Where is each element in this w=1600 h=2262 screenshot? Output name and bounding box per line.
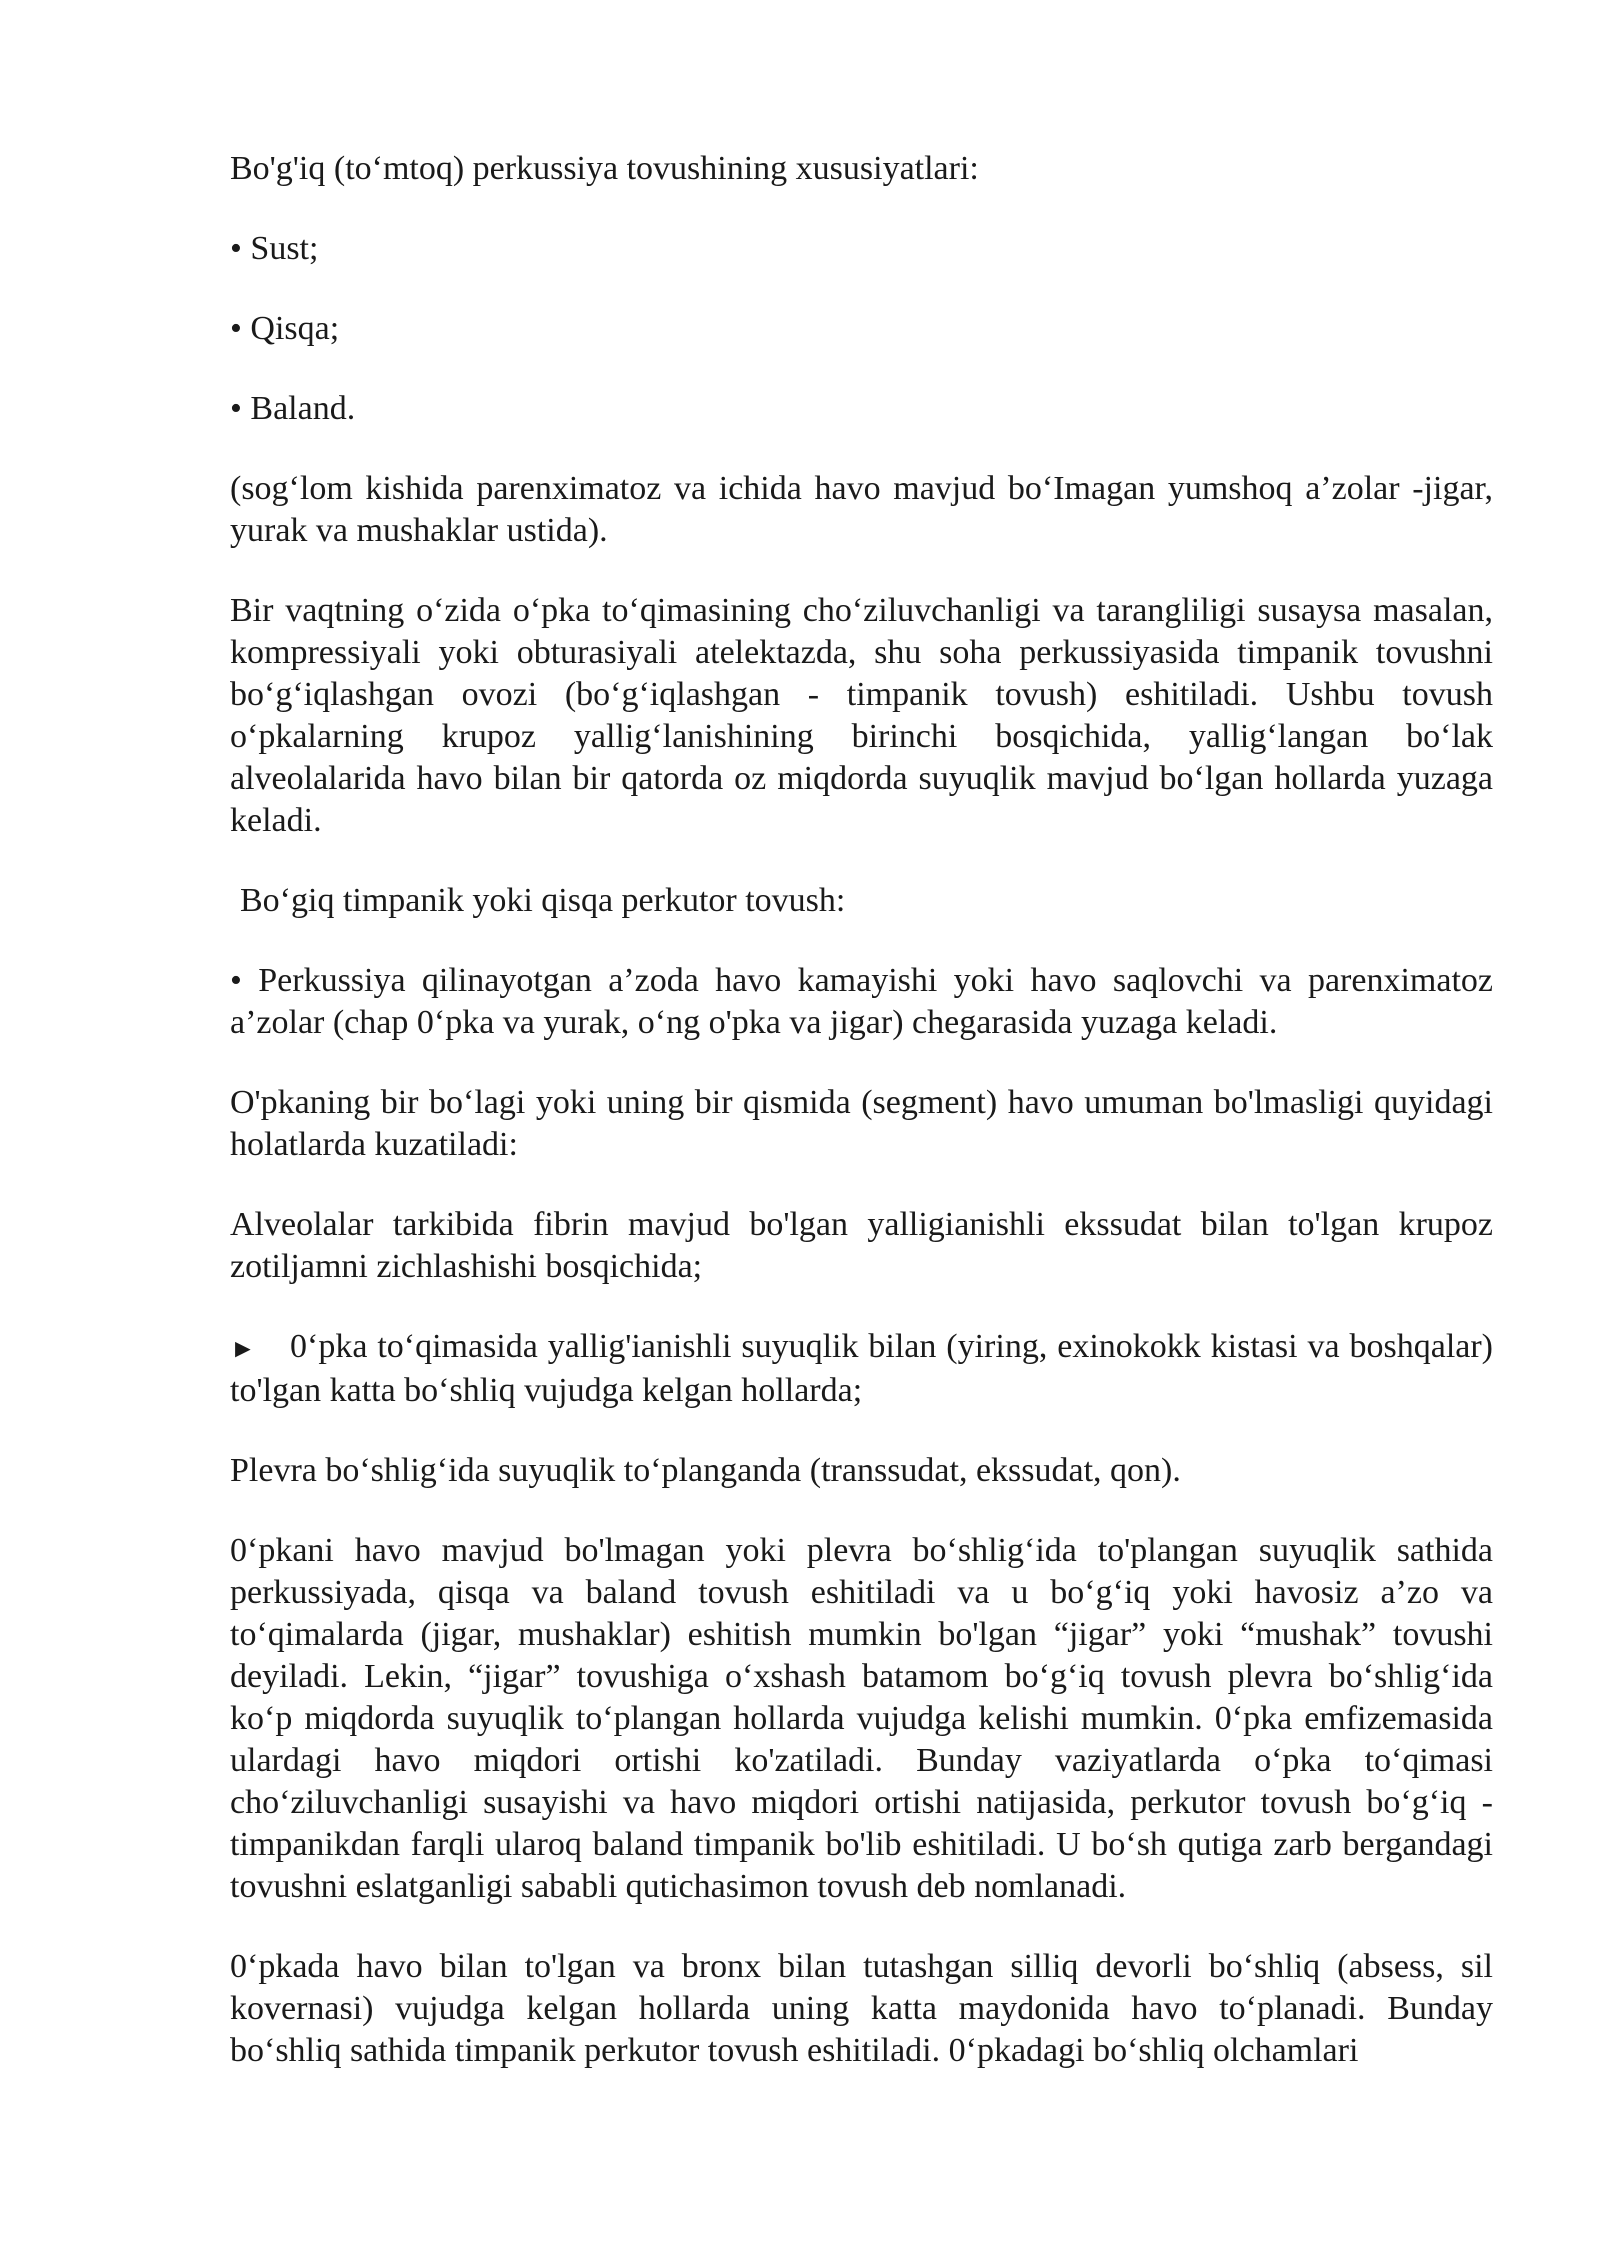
paragraph-liver-sound: 0‘pkani havo mavjud bo'lmagan yoki plevra bo‘shlig‘ida to'plangan suyuqlik sathida perkussiyada, qisqa va baland tovush eshitiladi va u bo‘g‘iq yoki havosiz a’zo va to‘qimalarda (jigar, mushaklar) eshitish mumkin bo'lgan “jigar” yoki “mushak” tovushi deyiladi. Lekin, “jigar” tovushiga o‘xshash batamom bo‘g‘iq tovush plevra bo‘shlig‘ida ko‘p miqdorda suyuqlik to‘plangan hollarda vujudga kelishi mumkin. 0‘pka emfizemasida ulardagi havo miqdori ortishi ko'zatiladi. Bunday vaziyatlarda o‘pka to‘qimasi cho‘ziluvchanligi susayishi va havo miqdori ortishi natijasida, perkutor tovush bo‘g‘iq - timpanikdan farqli ularoq baland timpanik bo'lib eshitiladi. U bo‘sh qutiga zarb bergandagi tovushni eslatganligi sababli qutichasimon tovush deb nomlanadi. (230, 1532, 1493, 1905)
list-item-lung-cavity-text: 0‘pka to‘qimasida yallig'ianishli suyuqlik bilan (yiring, exinokokk kistasi va boshqalar) to'lgan katta bo‘shliq vujudga kelgan hollarda; (230, 1328, 1493, 1409)
document-body (230, 148, 1493, 2072)
list-item-perkussiya: • Perkussiya qilinayotgan a’zoda havo kamayishi yoki havo saqlovchi va parenximatoz a’zolar (chap 0‘pka va yurak, o‘ng o'pka va jigar) chegarasida yuzaga keladi. (230, 962, 1493, 1041)
section-heading-dull-tympanic: Bo‘giq timpanik yoki qisqa perkutor tovush: (240, 882, 846, 919)
paragraph-healthy-organs-note: (sog‘lom kishida parenximatoz va ichida havo mavjud bo‘Imagan yumshoq a’zolar -jigar, yurak va mushaklar ustida). (230, 470, 1493, 549)
paragraph-lung-segment: O'pkaning bir bo‘lagi yoki uning bir qismida (segment) havo umuman bo'lmasligi quyidagi holatlarda kuzatiladi: (230, 1084, 1493, 1163)
arrow-bullet-icon: ► (230, 1334, 256, 1363)
paragraph-cavity-tympanic: 0‘pkada havo bilan to'lgan va bronx bilan tutashgan silliq devorli bo‘shliq (absess, sil kovernasi) vujudga kelgan hollarda uning katta maydonida havo to‘planadi. Bunday bo‘shliq sathida timpanik perkutor tovush eshitiladi. 0‘pkadagi bo‘shliq olchamlari (230, 1948, 1493, 2069)
list-item-sust: • Sust; (230, 230, 319, 267)
list-item-baland: • Baland. (230, 390, 356, 427)
paragraph-pleural-fluid: Plevra bo‘shlig‘ida suyuqlik to‘planganda (transsudat, ekssudat, qon). (230, 1452, 1181, 1489)
paragraph-alveoli-fibrin: Alveolalar tarkibida fibrin mavjud bo'lgan yalligianishli ekssudat bilan to'lgan krupoz zotiljamni zichlashishi bosqichida; (230, 1206, 1493, 1285)
list-item-lung-cavity (230, 1326, 1493, 1412)
list-item-qisqa: • Qisqa; (230, 310, 340, 347)
section-heading-dull-percussion: Bo'g'iq (to‘mtoq) perkussiya tovushining xususiyatlari: (230, 150, 979, 187)
paragraph-lung-elasticity: Bir vaqtning o‘zida o‘pka to‘qimasining cho‘ziluvchanligi va tarangliligi susaysa masalan, kompressiyali yoki obturasiyali atelektazda, shu soha perkussiyasida timpanik tovushni bo‘g‘iqlashgan ovozi (bo‘g‘iqlashgan - timpanik tovush) eshitiladi. Ushbu tovush o‘pkalarning krupoz yallig‘lanishining birinchi bosqichida, yallig‘langan bo‘lak alveolalarida havo bilan bir qatorda oz miqdorda suyuqlik mavjud bo‘lgan hollarda yuzaga keladi. (230, 592, 1493, 839)
